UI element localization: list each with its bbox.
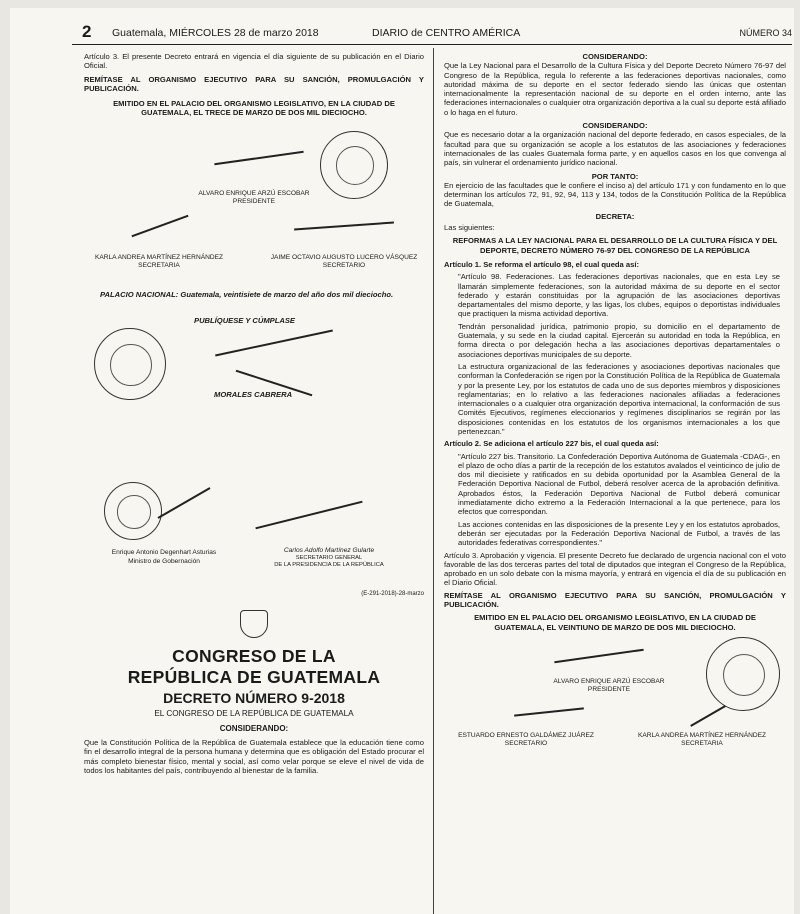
signature-block-2 [84, 302, 424, 602]
page-number: 2 [82, 22, 92, 41]
signature-arzu-2 [554, 649, 643, 664]
header-date: Guatemala, MIÉRCOLES 28 de marzo 2018 [112, 27, 319, 39]
article-3-left: Artículo 3. El presente Decreto entrará en vigencia el día siguiente de su publicación en el Diario Oficial. [84, 52, 424, 71]
page-header [72, 24, 792, 45]
article-227-p2: Las acciones contenidas en las disposiciones de la presente Ley y en los estatutos aprobados, deberán ser ejecutadas por la Federación Deportiva Nacional de Futbol, a través de las autoridades federativas correspondientes." [458, 519, 780, 548]
secgen-title-2: DE LA PRESIDENCIA DE LA REPÚBLICA [274, 562, 384, 569]
signature-lucero [294, 221, 394, 230]
secgen-title-1: SECRETARIO GENERAL [295, 555, 363, 562]
publiquese: PUBLÍQUESE Y CÚMPLASE [194, 316, 295, 326]
secretary-2-name: JAIME OCTAVIO AUGUSTO LUCERO VÁSQUEZ [270, 253, 418, 261]
morales-cabrera: MORALES CABRERA [214, 390, 293, 400]
minister-title: Ministro de Gobernación [128, 558, 200, 566]
president-name-1: ALVARO ENRIQUE ARZÚ ESCOBAR [198, 189, 310, 197]
left-column [84, 52, 424, 778]
congress-line-2: REPÚBLICA DE GUATEMALA [127, 667, 381, 688]
article-3-right: Artículo 3. Aprobación y vigencia. El presente Decreto fue declarado de urgencia nacional con el voto favorable de las dos terceras partes del total de diputados que integran el Congreso de la República, aprobado en un solo debate con la misma mayoría, y entrará en vigencia el día de su publicación en el Diario Oficial. [444, 550, 786, 588]
column-divider [433, 48, 434, 914]
signature-martinez [131, 215, 188, 237]
signature-degenhart [158, 487, 211, 519]
signature-martinez-2 [690, 705, 726, 727]
president-title-2: PRESIDENTE [587, 685, 631, 693]
emitido-left: EMITIDO EN EL PALACIO DEL ORGANISMO LEGISLATIVO, EN LA CIUDAD DE GUATEMALA, EL TRECE DE MARZO DE DOS MIL DIECIOCHO. [113, 99, 395, 118]
por-tanto-text: En ejercicio de las facultades que le confiere el inciso a) del artículo 171 y con fundamento en lo que determinan los artículos 72, 91, 92, 94, 113 y 134, todos de la Constitución Política de la República de Guatemala, [444, 180, 786, 209]
considerando-left: CONSIDERANDO: [219, 723, 289, 733]
newspaper-page [10, 8, 794, 914]
signature-martinez-gularte [255, 501, 362, 530]
las-siguientes: Las siguientes: [444, 223, 495, 233]
article-2: Artículo 2. Se adiciona el artículo 227 bis, el cual queda así: [444, 439, 659, 449]
considerando-1-text: Que la Ley Nacional para el Desarrollo de la Cultura Física y del Deporte Decreto Número 76-97 del Congreso de la República, regula lo referente a las federaciones deportivas nacionales, como autoridad máxima de su deporte en el sector federado siendo las únicas que ostentan internacionalmente la representación nacional de su deporte en el orden interno, ante las federaciones internacionales o cualquier otra organización deportiva a la cual su deporte está afiliado o lo haga en el futuro. [444, 61, 786, 117]
issue-number: NÚMERO 34 [739, 28, 792, 38]
newspaper-name: DIARIO de CENTRO AMÉRICA [372, 27, 521, 39]
considerando-2: CONSIDERANDO: [582, 121, 648, 131]
considerando-2-text: Que es necesario dotar a la organización nacional del deporte federado, en casos especiales, de la facultad para que su organización se acople a los estatutos de las asociaciones y federaciones internacionales de las cuales Guatemala forma parte, y en aquellos casos en los que convenga al país, sin vulnerar el ordenamiento jurídico nacional. [444, 130, 786, 168]
secretary-1-name: KARLA ANDREA MARTÍNEZ HERNÁNDEZ [94, 253, 224, 261]
article-98-p2: Tendrán personalidad jurídica, patrimonio propio, su domicilio en el departamento de Guatemala, y su sede en la ciudad capital. Ejercerán su autoridad en toda la República, en forma directa o por delegación hecha a las asociaciones deportivas departamentales o asociaciones deportivas municipales de su deporte. [458, 321, 780, 359]
article-227-p1: "Artículo 227 bis. Transitorio. La Confederación Deportiva Autónoma de Guatemala -CDAG-, en el plazo de ocho días a partir de la recepción de los estatutos avalados el veinticinco de julio de dos mil diecisiete y ratificados en su debida oportunidad por la Asamblea General de la Federación Deportiva Nacional de Futbol, deberá resolver acerca de la aprobación definitiva. Aprobados éstos, la Federación Deportiva Nacional de Futbol deberá comunicar inmediatamente dicho extremo a la Federación Internacional a la que pertenece, para los efectos que correspondan. [458, 451, 780, 517]
coat-of-arms-icon [240, 610, 268, 638]
secretary-4-name: KARLA ANDREA MARTÍNEZ HERNÁNDEZ [637, 731, 767, 739]
palacio-nacional: PALACIO NACIONAL: Guatemala, veintisiete de marzo del año dos mil dieciocho. [100, 289, 394, 299]
congress-line-1: CONGRESO DE LA [172, 646, 336, 667]
article-98-p1: "Artículo 98. Federaciones. Las federaciones deportivas nacionales, que en esta Ley se llamarán simplemente federaciones, son la autoridad máxima de su deporte en el sector federado y estarán constituidas por la agrupación de las asociaciones deportivas departamentales del mismo deporte, y las ligas, los clubes, equipos o deportistas individuales que practiquen la misma actividad deportiva. [458, 272, 780, 319]
secgen-name: Carlos Adolfo Martínez Gularte [283, 547, 375, 555]
el-congreso: EL CONGRESO DE LA REPÚBLICA DE GUATEMALA [154, 709, 354, 719]
signature-galdamez [514, 707, 584, 716]
secretary-1-title: SECRETARIA [138, 261, 180, 269]
signature-block-3 [444, 635, 786, 755]
signature-morales-1 [215, 330, 333, 357]
presidency-seal [94, 328, 166, 400]
secretary-4-title: SECRETARIA [681, 739, 723, 747]
article-227-block [444, 452, 786, 548]
remitase-right: REMÍTASE AL ORGANISMO EJECUTIVO PARA SU SANCIÓN, PROMULGACIÓN Y PUBLICACIÓN. [444, 590, 786, 610]
decreta: DECRETA: [595, 211, 635, 221]
minister-name: Enrique Antonio Degenhart Asturias [111, 549, 217, 557]
congress-seal-2 [706, 637, 780, 711]
secretary-3-title: SECRETARIO [504, 739, 548, 747]
reformas-title: REFORMAS A LA LEY NACIONAL PARA EL DESARROLLO DE LA CULTURA FÍSICA Y DEL DEPORTE, DECRETO NÚMERO 76-97 DEL CONGRESO DE LA REPÚBLICA [452, 236, 778, 255]
publication-ref: (E-291-2018)-28-marzo [361, 591, 424, 598]
signature-block-1 [84, 121, 424, 276]
remitase-left: REMÍTASE AL ORGANISMO EJECUTIVO PARA SU SANCIÓN, PROMULGACIÓN Y PUBLICACIÓN. [84, 74, 424, 93]
decree-number: DECRETO NÚMERO 9-2018 [163, 690, 345, 707]
right-column [444, 52, 786, 755]
signature-arzu [214, 151, 303, 166]
emitido-right: EMITIDO EN EL PALACIO DEL ORGANISMO LEGISLATIVO, EN LA CIUDAD DE GUATEMALA, EL VEINTIUNO DE MARZO DE DOS MIL DIECIOCHO. [474, 613, 756, 632]
article-98-p3: La estructura organizacional de las federaciones y asociaciones deportivas nacionales que conforman la Confederación se rigen por la Constitución Política de la República de Guatemala y por la presente Ley, por los estatutos de cada uno de sus deportes miembros y disposiciones reglamentarias; en lo relativo a las federaciones nacionales afiliadas a federaciones internacionales o a cualquier otra organización deportiva internacional, la conformación de sus Comités Ejecutivos, regímenes eleccionarios y regímenes disciplinarios se regirán por las disposiciones contenidas en los estatutos de los organismos internacionales a los que pertenezcan." [458, 361, 780, 436]
article-98-block [444, 272, 786, 436]
considerando-left-text: Que la Constitución Política de la República de Guatemala establece que la educación tiene como fin el desarrollo integral de la persona humana y determina que es obligación del Estado procurar el más completo bienestar físico, mental y social, así como velar porque se eleve el nivel de vida de todos los habitantes del país, contribuyendo al bienestar de la familia. [84, 737, 424, 775]
por-tanto: POR TANTO: [591, 171, 639, 181]
president-title-1: PRESIDENTE [232, 197, 276, 205]
ministry-seal [104, 482, 162, 540]
article-1: Artículo 1. Se reforma el artículo 98, el cual queda así: [444, 259, 639, 269]
president-name-2: ALVARO ENRIQUE ARZÚ ESCOBAR [553, 677, 665, 685]
considerando-1: CONSIDERANDO: [582, 52, 648, 61]
decree-heading [84, 610, 424, 775]
secretary-2-title: SECRETARIO [322, 261, 366, 269]
secretary-3-name: ESTUARDO ERNESTO GALDÁMEZ JUÁREZ [458, 731, 594, 739]
